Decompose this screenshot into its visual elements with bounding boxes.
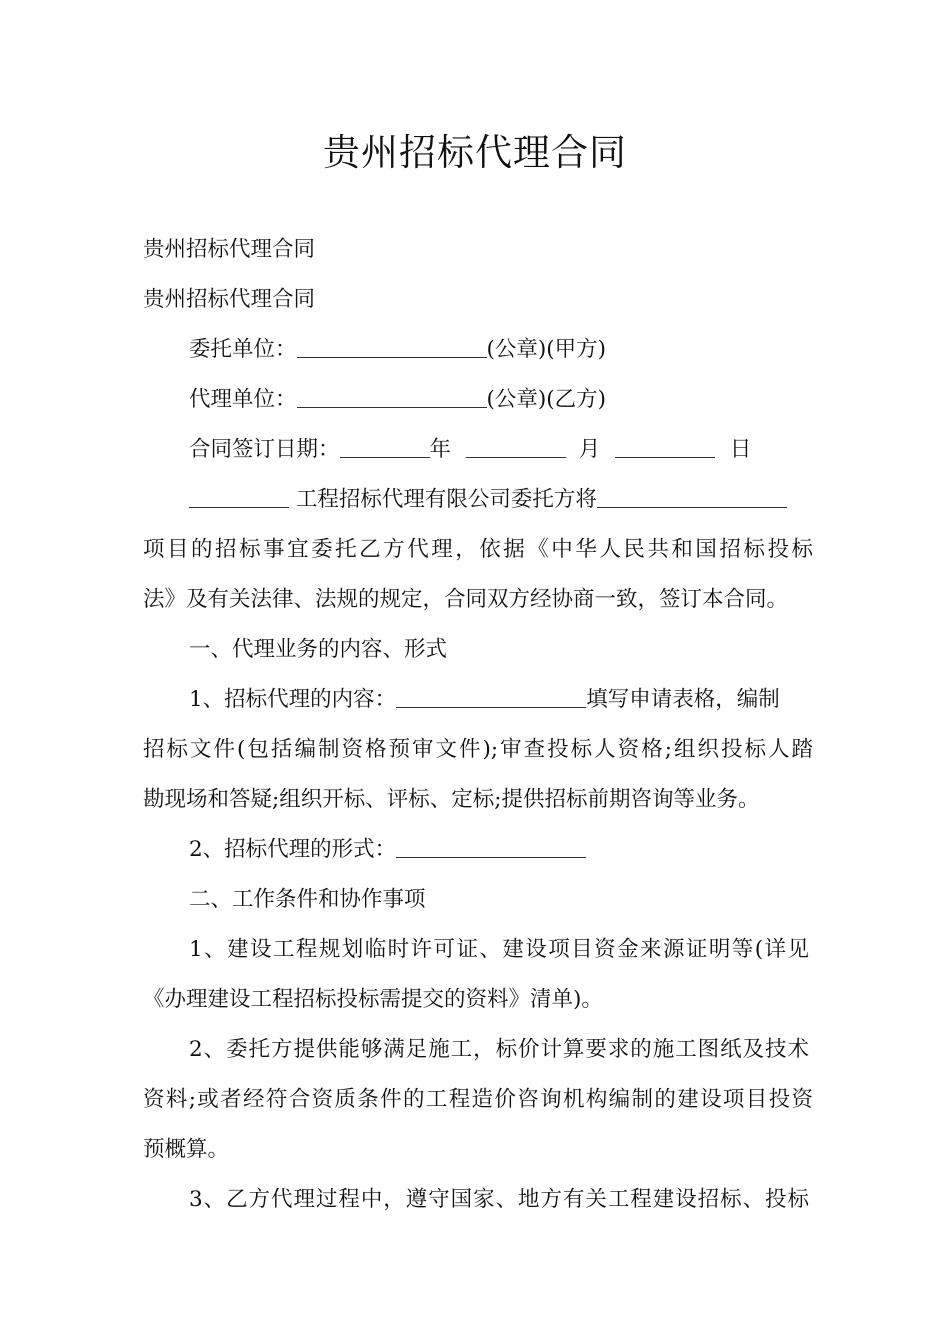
intro-line-2: 项目的招标事宜委托乙方代理，依据《中华人民共和国招标投标 — [143, 537, 813, 562]
item-2-2-line-3: 预概算。 — [143, 1137, 230, 1162]
agent-unit-blank — [297, 385, 487, 408]
entrust-unit-line — [189, 335, 859, 365]
entrust-unit-suffix: (公章)(甲方) — [486, 337, 607, 362]
subtitle-line-1: 贵州招标代理合同 — [143, 237, 316, 262]
day-label: 日 — [729, 437, 752, 462]
document-title: 贵州招标代理合同 — [323, 131, 627, 174]
year-blank — [340, 435, 430, 458]
item-2-3-line-1: 3、乙方代理过程中，遵守国家、地方有关工程建设招标、投标 — [189, 1187, 809, 1212]
entrust-unit-blank — [297, 335, 487, 358]
company-blank — [189, 485, 289, 508]
day-blank — [615, 435, 715, 458]
item-1-1-prefix: 1、招标代理的内容： — [189, 687, 397, 712]
month-blank — [466, 435, 566, 458]
item-1-1-line-2: 招标文件(包括编制资格预审文件);审查投标人资格;组织投标人踏 — [143, 737, 813, 762]
year-label: 年 — [429, 437, 452, 462]
agent-unit-line — [189, 385, 859, 415]
intro-line-3: 法》及有关法律、法规的规定，合同双方经协商一致，签订本合同。 — [143, 587, 789, 612]
subtitle-line-2: 贵州招标代理合同 — [143, 287, 316, 312]
intro-line-1 — [189, 485, 809, 515]
item-1-1-line-3: 勘现场和答疑;组织开标、评标、定标;提供招标前期咨询等业务。 — [143, 787, 760, 812]
item-2-2-line-2: 资料;或者经符合资质条件的工程造价咨询机构编制的建设项目投资 — [143, 1087, 813, 1112]
entrust-unit-label: 委托单位： — [189, 337, 297, 362]
item-1-2-prefix: 2、招标代理的形式： — [189, 837, 397, 862]
item-1-1-line-1 — [189, 685, 809, 715]
item-2-1-line-2: 《办理建设工程招标投标需提交的资料》清单)。 — [143, 987, 603, 1012]
sign-date-line — [189, 435, 859, 465]
item-1-2-line — [189, 835, 859, 865]
agent-unit-suffix: (公章)(乙方) — [486, 387, 607, 412]
section-2-heading: 二、工作条件和协作事项 — [189, 887, 426, 912]
month-label: 月 — [578, 437, 601, 462]
content-blank — [396, 685, 586, 708]
section-1-heading: 一、代理业务的内容、形式 — [189, 637, 448, 662]
item-2-2-line-1: 2、委托方提供能够满足施工，标价计算要求的施工图纸及技术 — [189, 1037, 809, 1062]
project-blank — [597, 485, 787, 508]
item-1-1-suffix: 填写申请表格，编制 — [586, 687, 780, 712]
sign-date-label: 合同签订日期： — [189, 437, 340, 462]
agent-unit-label: 代理单位： — [189, 387, 297, 412]
intro-mid-text: 工程招标代理有限公司委托方将 — [289, 487, 597, 512]
item-2-1-line-1: 1、建设工程规划临时许可证、建设项目资金来源证明等(详见 — [189, 937, 809, 962]
form-blank — [396, 835, 586, 858]
